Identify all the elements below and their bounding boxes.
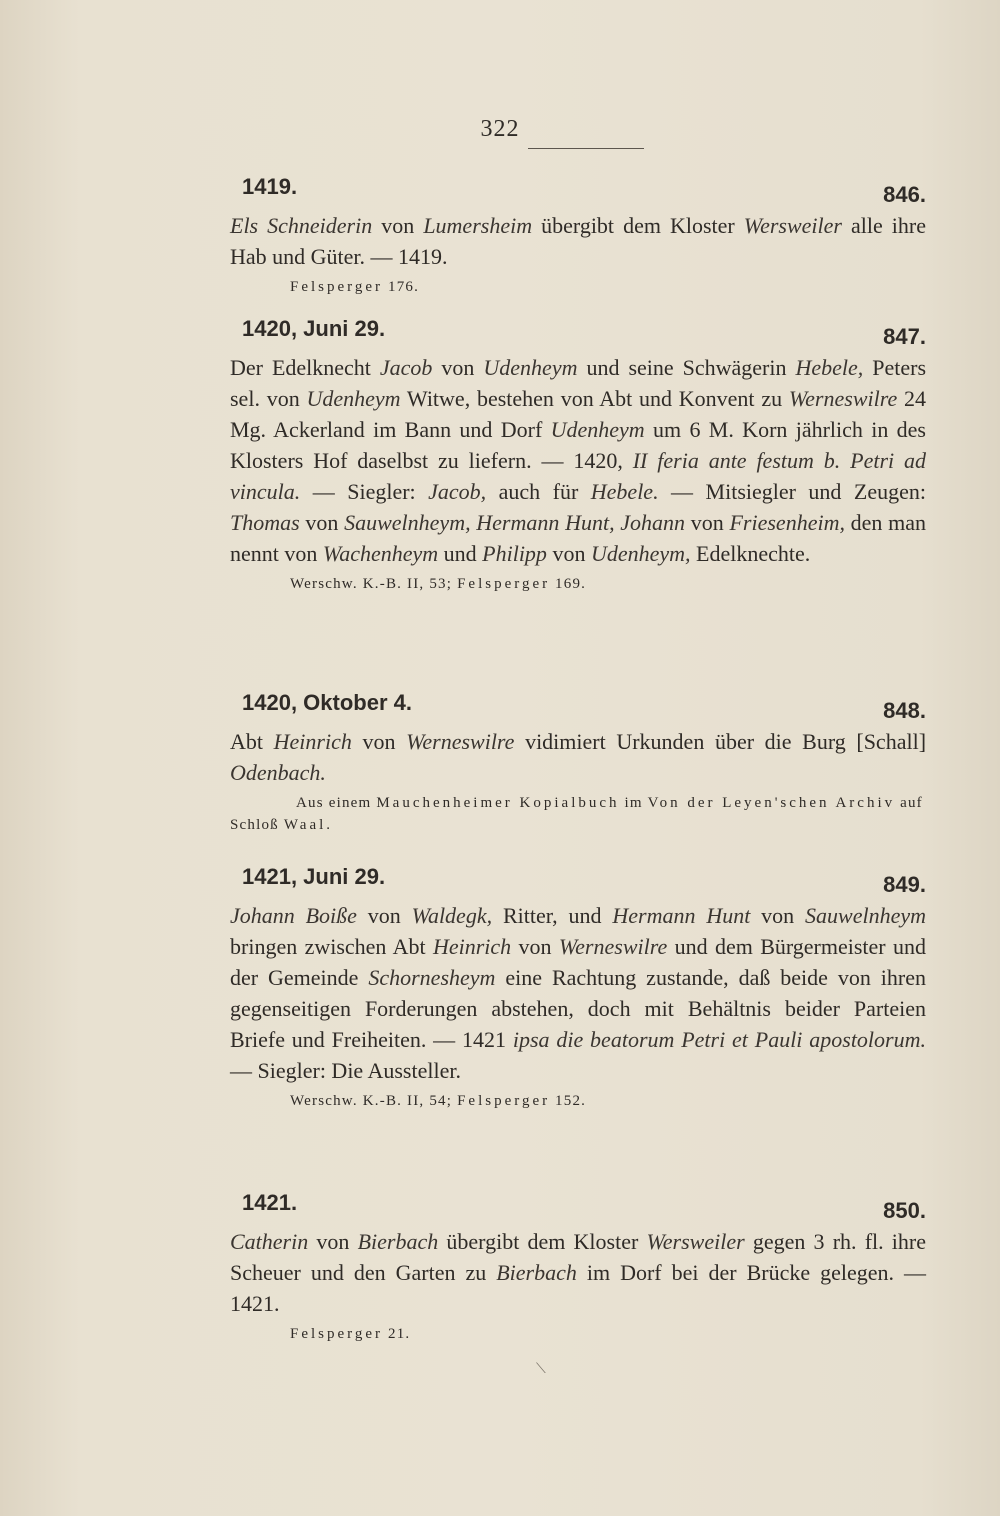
text-run: — Siegler: — [300, 479, 429, 504]
entry-number: 848. — [883, 698, 926, 723]
entry-text — [230, 210, 926, 272]
entry-number: 849. — [883, 872, 926, 897]
italic-name: Sauwelnheym — [805, 903, 926, 928]
entry-number: 847. — [883, 324, 926, 349]
text-run: Peters sel. von — [230, 355, 927, 411]
entry-source — [230, 276, 926, 298]
italic-name: Hermann Hunt — [612, 903, 751, 928]
text-run: — Siegler: Die Aussteller. — [230, 1058, 461, 1083]
text-run: auf Schloß — [230, 795, 923, 833]
entry-number: 850. — [883, 1198, 926, 1223]
text-run: vidimiert Urkunden über die Burg [Schall] — [514, 729, 927, 754]
text-run: und — [438, 541, 483, 566]
page-number-rule — [528, 148, 644, 149]
text-run: von — [511, 934, 559, 959]
italic-name: Wersweiler — [646, 1229, 745, 1254]
italic-name: Werneswilre — [406, 729, 515, 754]
entry-847 — [230, 316, 926, 595]
entry-source — [230, 1090, 926, 1112]
text-run: übergibt dem Kloster — [532, 213, 744, 238]
entry-text — [230, 726, 926, 788]
text-run: von — [372, 213, 424, 238]
spaced-author: Mauchenheimer Kopialbuch — [376, 795, 620, 811]
italic-name: ipsa die beatorum Petri et Pauli apostolorum. — [512, 1027, 926, 1052]
text-run: von — [750, 903, 806, 928]
italic-name: Wersweiler — [743, 213, 842, 238]
entry-source — [230, 1323, 926, 1345]
text-run: Der Edelknecht — [230, 355, 380, 380]
text-run: 24 Mg. Ackerland im Bann und Dorf — [230, 386, 927, 442]
text-run: Edelknechte. — [690, 541, 811, 566]
text-run: 176. — [383, 279, 420, 295]
italic-name: Heinrich — [432, 934, 512, 959]
text-run: und seine Schwägerin — [577, 355, 796, 380]
italic-name: II feria ante festum b. Petri ad vincula. — [230, 448, 926, 504]
italic-name: Bierbach — [357, 1229, 439, 1254]
text-run: Witwe, bestehen von Abt und Konvent zu — [400, 386, 789, 411]
text-run: um 6 M. Korn jährlich in des Klosters Hof daselbst zu liefern. — 1420, — [230, 417, 926, 473]
italic-name: Heinrich — [273, 729, 352, 754]
entry-text — [230, 352, 926, 569]
spaced-author: Von der Leyen'schen Archiv — [647, 795, 896, 811]
entry-date: 1420, Juni 29. — [242, 316, 386, 341]
text-run: von — [685, 510, 730, 535]
entry-number: 846. — [883, 182, 926, 207]
entry-date: 1420, Oktober 4. — [242, 690, 412, 715]
entry-850 — [230, 1190, 926, 1345]
text-run: von — [356, 903, 412, 928]
stray-print-mark: ⟍ — [536, 1362, 546, 1377]
text-run: von — [351, 729, 407, 754]
italic-name: Sauwelnheym, Hermann Hunt, Johann — [344, 510, 686, 535]
text-run: Abt — [230, 729, 274, 754]
text-run: 152. — [550, 1093, 587, 1109]
spaced-author: Felsperger — [290, 1326, 384, 1342]
italic-name: Philipp — [482, 541, 547, 566]
entry-date: 1421, Juni 29. — [242, 864, 386, 889]
italic-name: Catherin — [230, 1229, 309, 1254]
entry-848 — [230, 690, 926, 836]
italic-name: Els Schneiderin — [230, 213, 373, 238]
italic-name: Johann Boiße — [230, 903, 357, 928]
entry-date: 1419. — [242, 174, 298, 199]
spaced-author: Waal. — [283, 817, 334, 833]
italic-name: Jacob — [379, 355, 433, 380]
spaced-author: Felsperger — [457, 576, 551, 592]
text-run: auch für — [486, 479, 591, 504]
entry-text — [230, 1226, 926, 1319]
entry-date: 1421. — [242, 1190, 298, 1215]
entry-846 — [230, 174, 926, 298]
italic-name: Werneswilre — [788, 386, 898, 411]
text-run: im Dorf bei der Brücke gelegen. — 1421. — [230, 1260, 926, 1316]
text-run: von — [546, 541, 591, 566]
text-run: übergibt dem Kloster — [438, 1229, 647, 1254]
text-run: Werschw. K.-B. II, 54; — [290, 1093, 458, 1109]
text-run: den man nennt von — [230, 510, 927, 566]
text-run: alle ihre Hab und Güter. — 1419. — [230, 213, 927, 269]
italic-name: Udenheym, — [590, 541, 691, 566]
text-run: im — [619, 795, 648, 811]
entry-header — [230, 690, 926, 726]
entry-source — [230, 792, 926, 836]
entry-text — [230, 900, 926, 1086]
entry-header — [230, 1190, 926, 1226]
spaced-author: Felsperger — [290, 279, 384, 295]
text-run: Aus einem — [296, 795, 377, 811]
text-run: gegen 3 rh. fl. ihre Scheuer und den Garten zu — [230, 1229, 927, 1285]
text-run: und dem Bürgermeister und der Gemeinde — [230, 934, 926, 990]
page-number: 322 — [480, 116, 520, 142]
entry-header — [230, 316, 926, 352]
text-run: 169. — [550, 576, 587, 592]
italic-name: Friesenheim, — [729, 510, 845, 535]
italic-name: Bierbach — [496, 1260, 577, 1285]
text-run: bringen zwischen Abt — [230, 934, 433, 959]
italic-name: Thomas — [230, 510, 300, 535]
entry-849 — [230, 864, 926, 1112]
text-run: Ritter, und — [492, 903, 613, 928]
entry-header — [230, 174, 926, 210]
italic-name: Jacob, — [428, 479, 487, 504]
text-run: eine Rachtung zustande, daß beide von ihren gegenseitigen Forderungen abstehen, doch mit Behältnis beider Parteien Briefe und Freiheiten. — 1421 — [230, 965, 926, 1052]
italic-name: Udenheym — [550, 417, 645, 442]
italic-name: Udenheym — [306, 386, 401, 411]
text-run: von — [308, 1229, 358, 1254]
text-run: 21. — [383, 1326, 411, 1342]
entry-source — [230, 573, 926, 595]
text-run: von — [432, 355, 484, 380]
italic-name: Waldegk, — [411, 903, 493, 928]
italic-name: Schornesheym — [368, 965, 496, 990]
italic-name: Udenheym — [483, 355, 578, 380]
spaced-author: Felsperger — [457, 1093, 551, 1109]
text-run: von — [299, 510, 345, 535]
italic-name: Odenbach. — [230, 760, 326, 785]
text-run: — Mitsiegler und Zeugen: — [658, 479, 926, 504]
italic-name: Hebele. — [590, 479, 659, 504]
italic-name: Werneswilre — [558, 934, 668, 959]
italic-name: Wachenheym — [322, 541, 439, 566]
entry-header — [230, 864, 926, 900]
italic-name: Lumersheim — [423, 213, 533, 238]
text-run: Werschw. K.-B. II, 53; — [290, 576, 458, 592]
italic-name: Hebele, — [795, 355, 864, 380]
